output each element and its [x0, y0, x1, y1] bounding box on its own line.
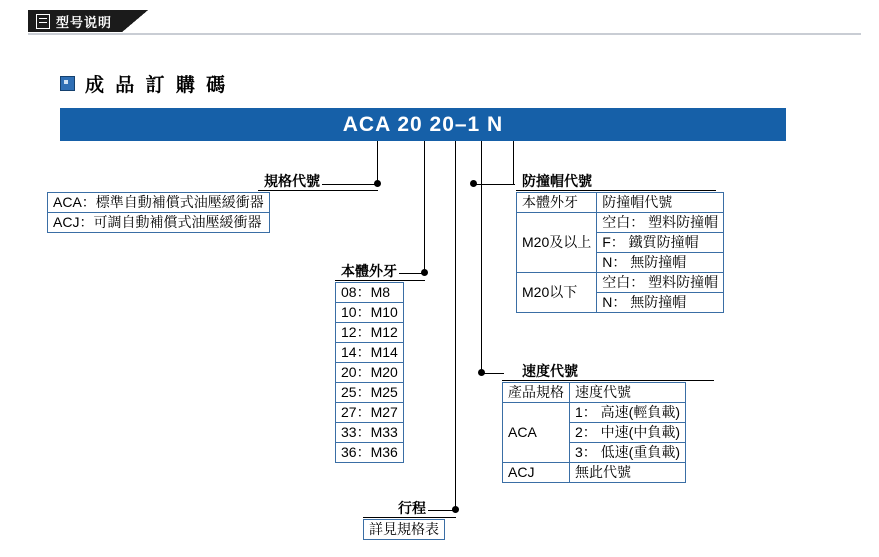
- section-title-label: 成 品 訂 購 碼: [85, 75, 229, 96]
- section-title: [60, 70, 228, 97]
- table-row: [336, 383, 404, 403]
- speed-code-product-acj: ACJ: [503, 463, 570, 483]
- leader-line-speed-vertical: [481, 141, 482, 373]
- speed-code-header-code: 速度代號: [570, 383, 686, 403]
- thread-36: 36：M36: [336, 443, 404, 463]
- table-row: [336, 403, 404, 423]
- thread-14: 14：M14: [336, 343, 404, 363]
- cap-code-table: [516, 192, 724, 313]
- stroke-value: 詳見規格表: [364, 520, 445, 540]
- table-row: [48, 193, 270, 213]
- speed-code-header-product: 產品規格: [503, 383, 570, 403]
- leader-line-cap-vertical: [513, 141, 514, 184]
- cap-code-m20below-n: N： 無防撞帽: [597, 293, 724, 313]
- table-row: [336, 443, 404, 463]
- thread-08: 08：M8: [336, 283, 404, 303]
- leader-line-stroke-horizontal: [424, 510, 457, 511]
- speed-code-aca-1: 1： 高速(輕負載): [570, 403, 686, 423]
- table-row: [336, 303, 404, 323]
- table-row: [503, 403, 686, 423]
- cap-code-caption: 防撞帽代號: [522, 173, 592, 189]
- page-header: [28, 10, 148, 32]
- table-row: [364, 520, 445, 540]
- speed-code-aca-2: 2： 中速(中負載): [570, 423, 686, 443]
- leader-line-thread-vertical: [424, 141, 425, 273]
- leader-line-stroke-vertical: [455, 141, 456, 510]
- stroke-table: [363, 519, 445, 540]
- header-divider: [28, 33, 861, 35]
- table-row: [336, 323, 404, 343]
- order-code-text: ACA 20 20–1 N: [342, 112, 504, 136]
- table-row: [336, 343, 404, 363]
- table-row: [517, 213, 724, 233]
- stroke-caption: 行程: [398, 500, 426, 516]
- cap-code-header-thread: 本體外牙: [517, 193, 597, 213]
- spec-code-row-aca: ACA：標準自動補償式油壓緩衝器: [48, 193, 270, 213]
- cap-code-m20up-n: N： 無防撞帽: [597, 253, 724, 273]
- cap-code-thread-m20-below: M20以下: [517, 273, 597, 313]
- thread-10: 10：M10: [336, 303, 404, 323]
- cap-code-thread-m20-up: M20及以上: [517, 213, 597, 273]
- body-thread-table: [335, 282, 404, 463]
- body-thread-caption-underline: [335, 280, 425, 281]
- table-row: [503, 463, 686, 483]
- table-row: [517, 273, 724, 293]
- speed-code-acj-none: 無此代號: [570, 463, 686, 483]
- order-code-bar: [60, 108, 786, 141]
- thread-20: 20：M20: [336, 363, 404, 383]
- document-icon: [36, 14, 50, 29]
- table-row: [336, 363, 404, 383]
- leader-line-cap-horizontal: [473, 184, 515, 185]
- table-row: [336, 283, 404, 303]
- cap-code-m20up-f: F： 鐵質防撞帽: [597, 233, 724, 253]
- spec-code-table: [47, 192, 270, 233]
- speed-code-caption: 速度代號: [522, 363, 578, 379]
- thread-27: 27：M27: [336, 403, 404, 423]
- cap-code-caption-underline: [516, 190, 716, 191]
- leader-line-speed-horizontal: [482, 373, 504, 374]
- table-row: [503, 383, 686, 403]
- thread-12: 12：M12: [336, 323, 404, 343]
- thread-33: 33：M33: [336, 423, 404, 443]
- stroke-caption-underline: [363, 517, 456, 518]
- speed-code-caption-underline: [502, 380, 714, 381]
- speed-code-table: [502, 382, 686, 483]
- speed-code-product-aca: ACA: [503, 403, 570, 463]
- thread-25: 25：M25: [336, 383, 404, 403]
- table-row: [48, 213, 270, 233]
- header-slant-decoration: [122, 10, 148, 32]
- spec-code-row-acj: ACJ：可調自動補償式油壓緩衝器: [48, 213, 270, 233]
- spec-code-caption: 規格代號: [264, 173, 320, 189]
- speed-code-aca-3: 3： 低速(重負載): [570, 443, 686, 463]
- body-thread-caption: 本體外牙: [341, 263, 397, 279]
- spec-code-caption-underline: [258, 190, 378, 191]
- header-tag-label: 型号说明: [56, 14, 113, 30]
- header-tag: [28, 10, 122, 32]
- cap-code-m20below-blank: 空白： 塑料防撞帽: [597, 273, 724, 293]
- leader-line-spec-vertical: [377, 141, 378, 184]
- table-row: [336, 423, 404, 443]
- table-row: [517, 193, 724, 213]
- blue-square-icon: [60, 76, 75, 91]
- cap-code-m20up-blank: 空白： 塑料防撞帽: [597, 213, 724, 233]
- cap-code-header-code: 防撞帽代號: [597, 193, 724, 213]
